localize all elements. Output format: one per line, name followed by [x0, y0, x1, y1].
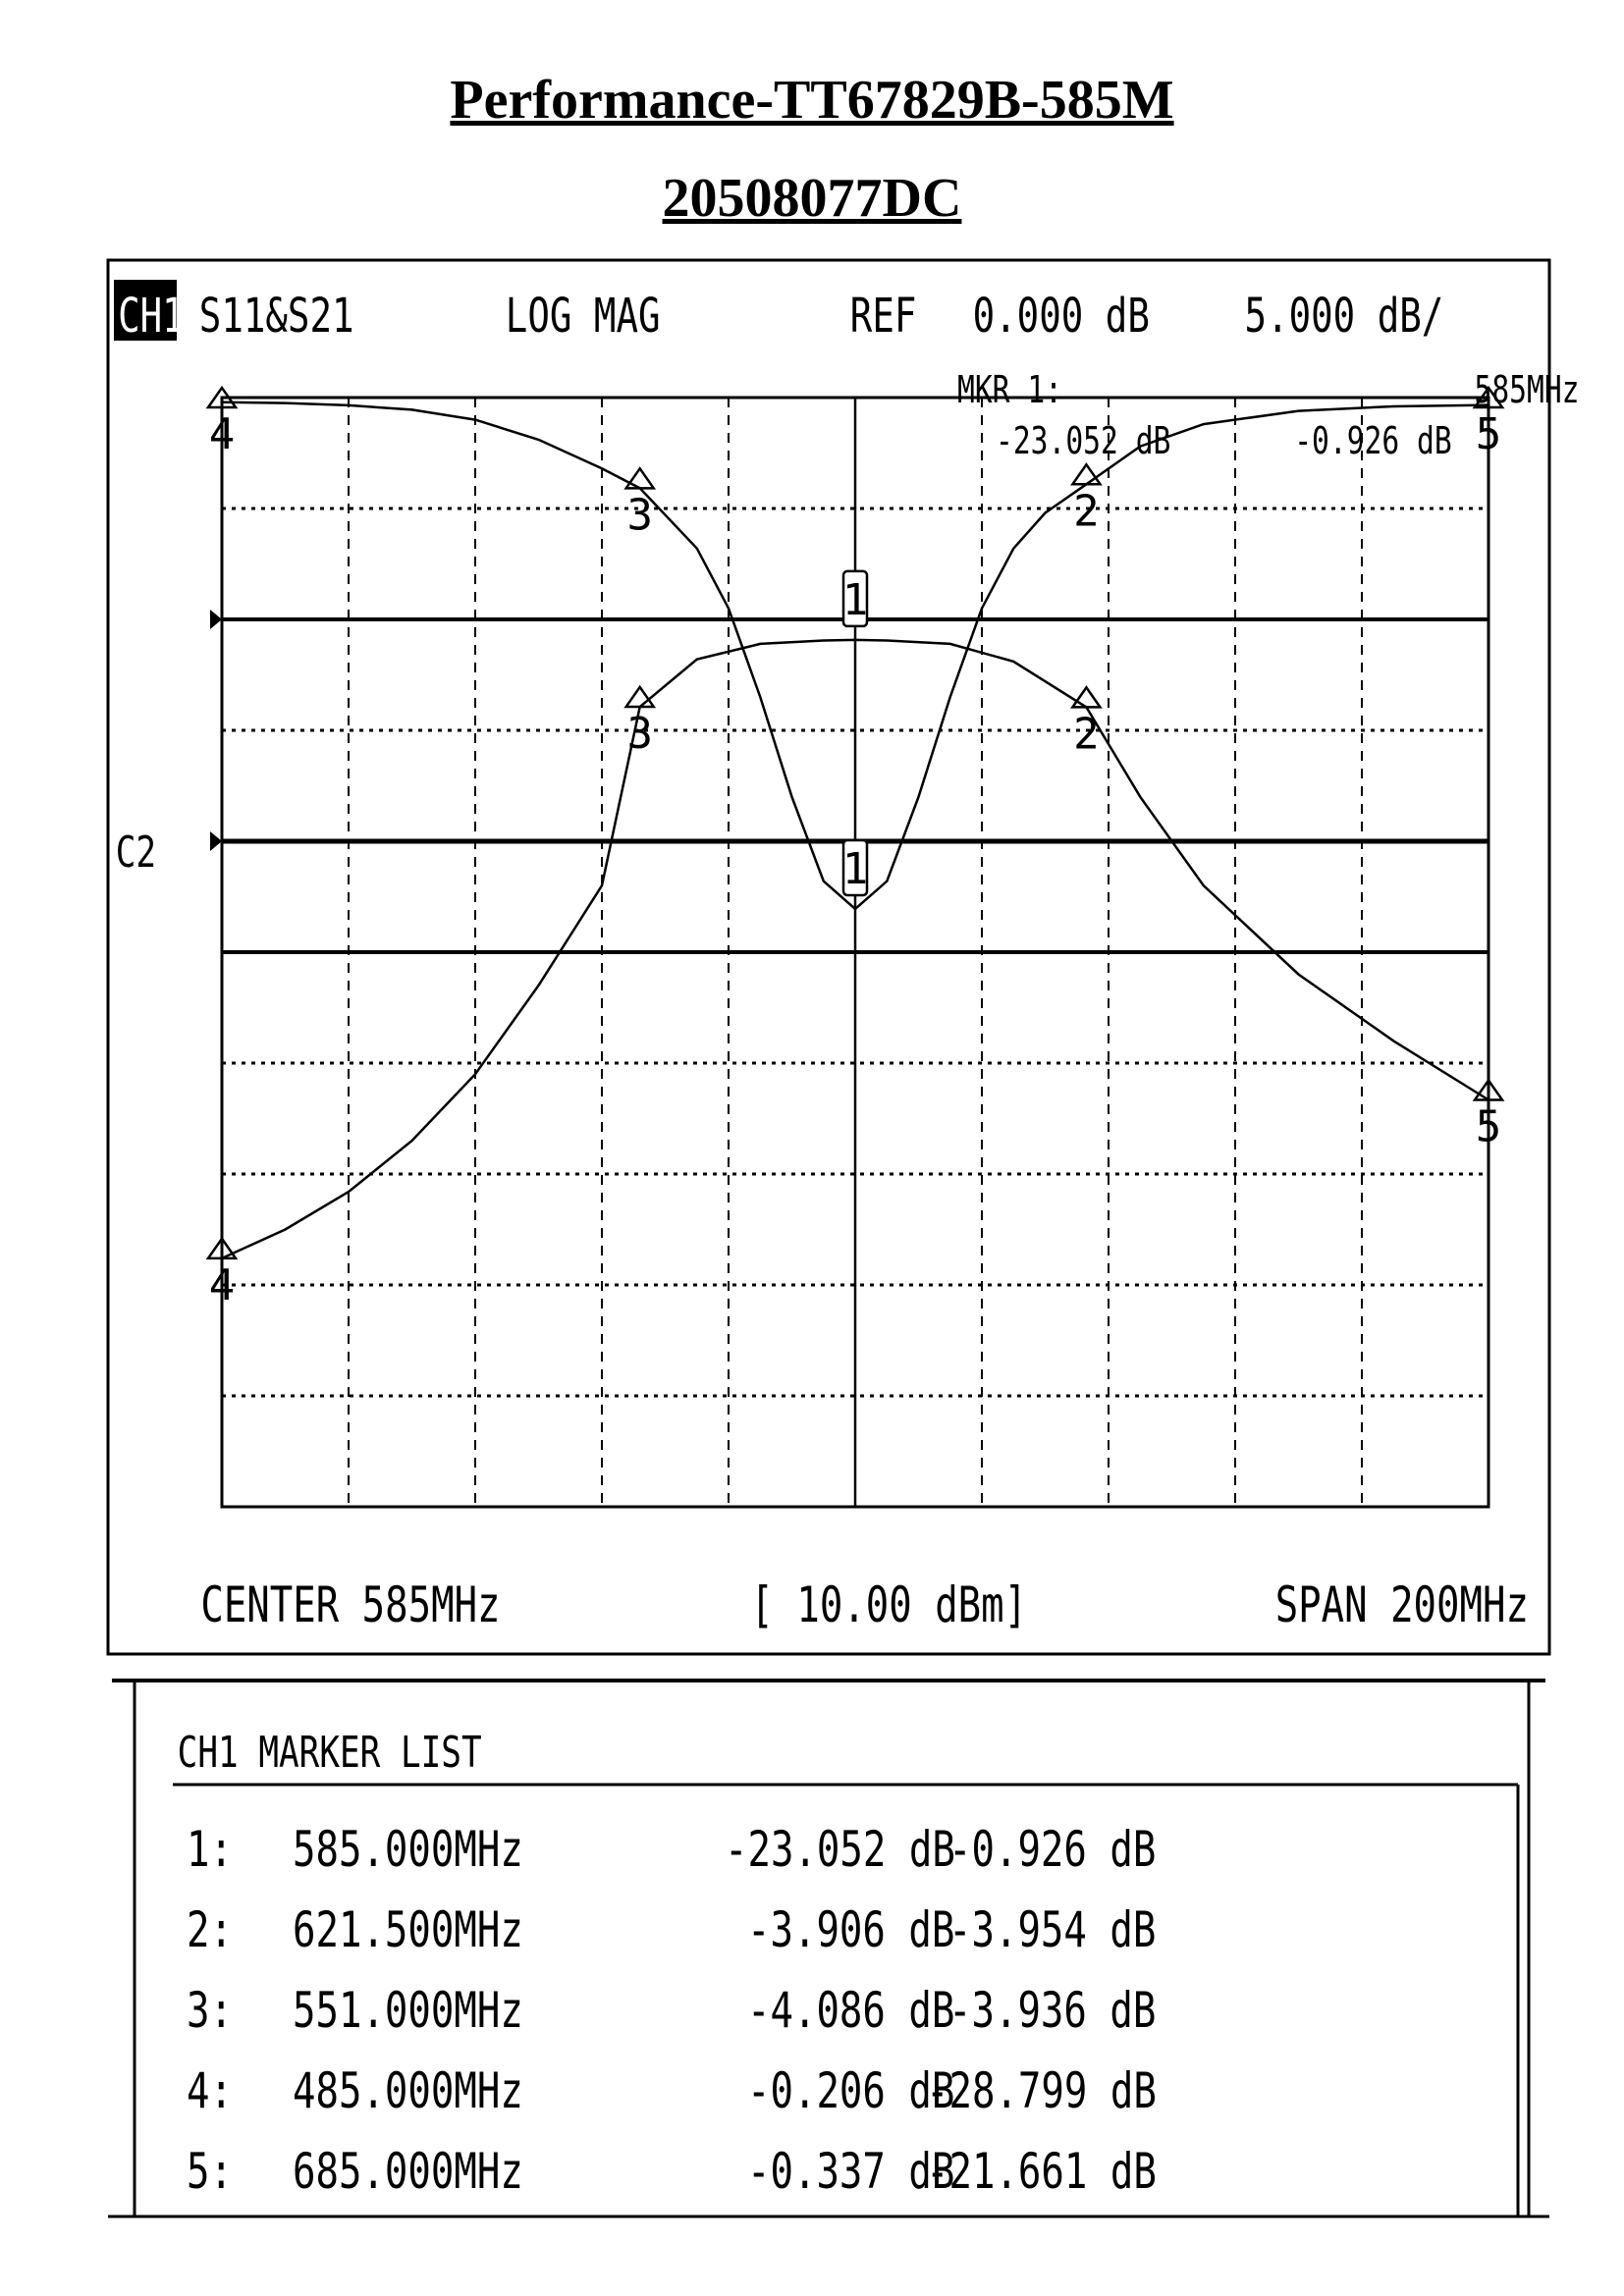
ref-pointer-s21 [210, 610, 222, 629]
document-title: Performance-TT67829B-585M [450, 70, 1174, 131]
ref-pointer-s11 [210, 831, 222, 851]
scale-label: 5.000 dB/ [1244, 289, 1444, 345]
marker-list-freq: 685.000MHz [293, 2143, 523, 2200]
reference-lines [210, 610, 1489, 952]
marker-list-s21: -21.661 dB [926, 2143, 1157, 2200]
channel-badge: CH1 [118, 289, 185, 345]
format-label: LOG MAG [505, 289, 661, 345]
marker-5-label: 5 [1475, 409, 1502, 459]
marker-2-triangle [1072, 687, 1100, 707]
marker-list-s11: -0.206 dB [747, 2062, 955, 2119]
marker-list-idx: 4: [187, 2062, 233, 2119]
marker-list-s21: -28.799 dB [926, 2062, 1157, 2119]
measurement-label: S11&S21 [198, 289, 354, 345]
marker-2-label: 2 [1073, 709, 1100, 760]
marker-list-s11: -23.052 dB [725, 1821, 955, 1878]
marker-5-label: 5 [1475, 1101, 1502, 1152]
marker-3-label: 3 [626, 490, 653, 541]
marker-list-s21: -0.926 dB [948, 1821, 1157, 1878]
marker-list-idx: 5: [187, 2143, 233, 2200]
marker-list-freq: 621.500MHz [293, 1901, 523, 1958]
marker-2-triangle [1072, 464, 1100, 484]
marker-4-label: 4 [208, 409, 236, 459]
marker-list-title: CH1 MARKER LIST [173, 1728, 486, 1778]
active-marker-s21: -0.926 dB [1294, 419, 1452, 464]
active-marker-freq: 585MHz [1474, 368, 1580, 413]
marker-list-s11: -0.337 dB [747, 2143, 955, 2200]
ref-value: 0.000 dB [972, 289, 1150, 345]
marker-list-idx: 1: [187, 1821, 233, 1878]
active-marker-s11: -23.052 dB [995, 419, 1171, 464]
marker-3-label: 3 [626, 708, 653, 759]
center-frequency: CENTER 585MHz [200, 1575, 501, 1634]
source-power: [ 10.00 dBm] [750, 1575, 1028, 1634]
marker-list-freq: 585.000MHz [293, 1821, 523, 1878]
marker-list-s11: -3.906 dB [747, 1901, 955, 1958]
marker-list-freq: 551.000MHz [293, 1982, 523, 2039]
marker-list-idx: 3: [187, 1982, 233, 2039]
marker-3-triangle [626, 468, 654, 488]
channel2-label: C2 [115, 827, 157, 879]
marker-3-triangle [626, 687, 654, 707]
marker-1-label: 1 [841, 843, 869, 894]
document-subtitle: 20508077DC [662, 168, 962, 229]
marker-list-idx: 2: [187, 1901, 233, 1958]
span: SPAN 200MHz [1274, 1575, 1529, 1634]
marker-2-label: 2 [1073, 486, 1100, 537]
marker-list-freq: 485.000MHz [293, 2062, 523, 2119]
marker-list-s21: -3.954 dB [948, 1901, 1157, 1958]
marker-list-s21: -3.936 dB [948, 1982, 1157, 2039]
display-frame [108, 260, 1549, 1654]
marker-1-label: 1 [841, 574, 869, 625]
marker-4-label: 4 [208, 1259, 236, 1310]
marker-list-s11: -4.086 dB [747, 1982, 955, 2039]
ref-label: REF [849, 289, 917, 345]
active-marker-label: MKR 1: [956, 368, 1063, 413]
